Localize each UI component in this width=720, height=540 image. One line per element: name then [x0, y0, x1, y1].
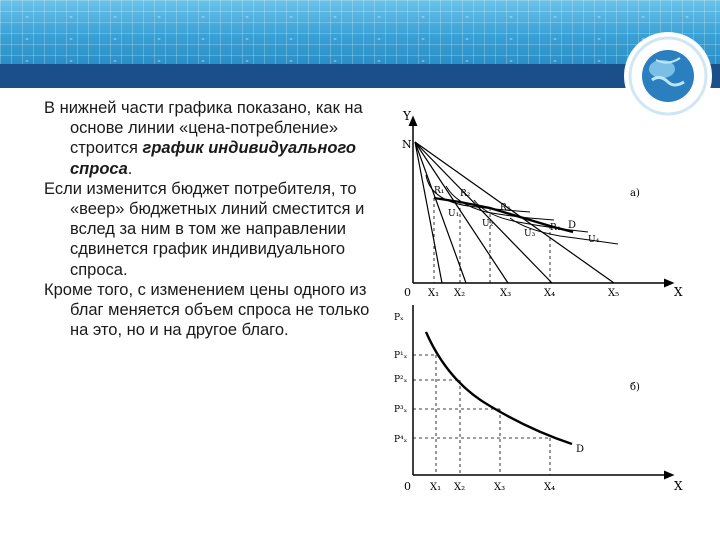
budget-line-4 — [415, 142, 552, 283]
p1-bold-term: график индивидуального спроса — [70, 139, 356, 178]
p1-end-text: . — [127, 159, 133, 178]
top-x-ticks — [428, 288, 619, 299]
bottom-panel — [394, 305, 683, 493]
bottom-projection-lines — [413, 355, 550, 475]
price-tick-px: Pₓ — [394, 313, 404, 323]
top-panel-tag: а) — [630, 188, 640, 199]
top-panel — [402, 109, 683, 299]
top-tick-x2: X₂ — [454, 288, 466, 299]
price-tick-p1: P¹ₓ — [394, 351, 408, 361]
bottom-tick-x3: X₃ — [494, 482, 506, 493]
bottom-tick-x1: X₁ — [430, 482, 442, 493]
bottom-x-label: X — [674, 479, 683, 493]
budget-line-5 — [415, 142, 614, 283]
bottom-origin: 0 — [404, 480, 411, 493]
paragraph-3: Кроме того, с изменением цены одного из благ меняется объем спроса не только на это, но и на другое благо. — [44, 280, 370, 340]
bottom-tick-x4: X₄ — [544, 482, 556, 493]
bottom-x-ticks — [430, 482, 555, 493]
top-intercept-label: N — [402, 138, 412, 151]
slide-body-text — [44, 98, 384, 340]
price-tick-p2: P²ₓ — [394, 375, 408, 385]
bottom-y-ticks — [394, 313, 408, 445]
demand-curve — [426, 332, 572, 444]
curve-d-bottom: D — [576, 444, 585, 455]
paragraph-1 — [44, 98, 384, 179]
top-tick-x5: X₅ — [608, 288, 620, 299]
header-dot-pattern — [0, 0, 720, 64]
top-origin: 0 — [404, 286, 411, 299]
point-r3: R₃ — [500, 203, 511, 213]
paragraph-2: Если изменится бюджет потребителя, то «веер» бюджетных линий сместится и вслед за ним в том же направлении сдвинется график индивидуального спроса. — [44, 179, 365, 279]
point-r2: R₂ — [460, 189, 471, 199]
point-r1: R₁ — [434, 186, 445, 196]
curve-u3: U₃ — [524, 229, 536, 239]
budget-lines — [415, 142, 614, 283]
curve-u1: U₁ — [448, 209, 460, 219]
curve-u2: U₂ — [482, 219, 494, 229]
p1-lead-text: В нижней части графика показано, как на основе линии «цена-потребление» строится — [44, 99, 363, 158]
bottom-tick-x2: X₂ — [454, 482, 466, 493]
curve-u4: U₄ — [588, 235, 600, 245]
top-tick-x4: X₄ — [544, 288, 556, 299]
point-r4: R₄ — [550, 223, 561, 233]
header-stripe — [0, 64, 720, 88]
demand-diagram — [390, 100, 700, 500]
bottom-panel-tag: б) — [630, 382, 640, 393]
price-tick-p3: P³ₓ — [394, 405, 408, 415]
top-y-label: Y — [403, 109, 411, 123]
top-x-label: X — [674, 285, 683, 299]
top-tick-x3: X₃ — [500, 288, 512, 299]
slide-header-banner — [0, 0, 720, 64]
curve-d-top: D — [568, 220, 577, 231]
top-tick-x1: X₁ — [428, 288, 440, 299]
price-tick-p4: P⁴ₓ — [394, 435, 408, 445]
